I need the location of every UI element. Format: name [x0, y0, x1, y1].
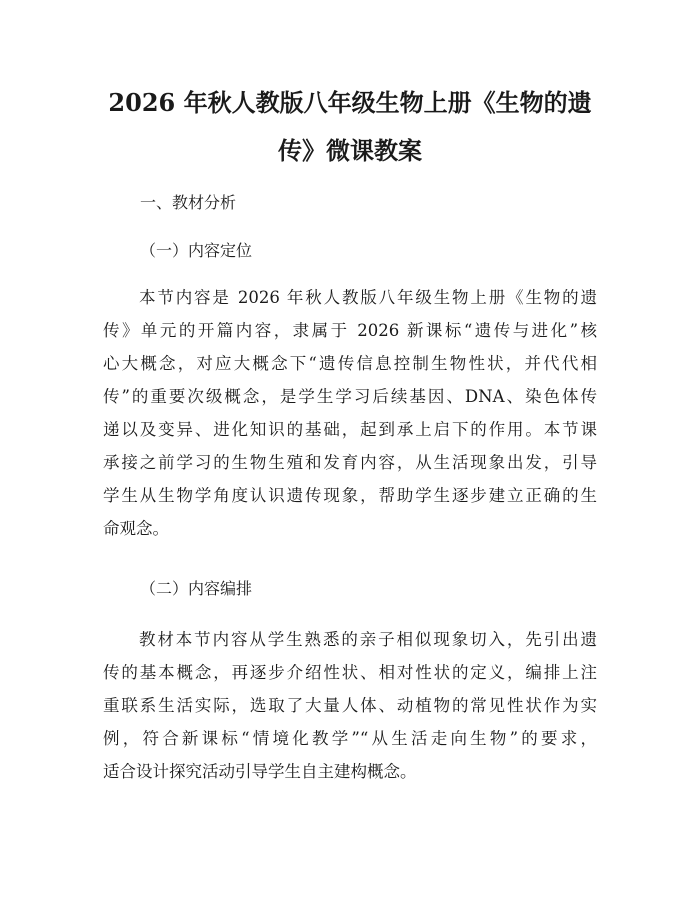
- paragraph-line: 本节内容是 2026 年秋人教版八年级生物上册《生物的遗: [139, 288, 597, 307]
- paragraph-line: 心大概念，对应大概念下“遗传信息控制生物性状，并代代相: [103, 354, 597, 373]
- paragraph-line: 承接之前学习的生物生殖和发育内容，从生活现象出发，引导: [103, 453, 597, 472]
- paragraph-line: 例，符合新课标“情境化教学”“从生活走向生物”的要求，: [103, 729, 597, 748]
- paragraph-line: 学生从生物学角度认识遗传现象，帮助学生逐步建立正确的生: [103, 486, 597, 505]
- paragraph-line: 重联系生活实际，选取了大量人体、动植物的常见性状作为实: [103, 696, 597, 715]
- paragraph-line: 适合设计探究活动引导学生自主建构概念。: [103, 762, 417, 781]
- section-heading-textbook-analysis: 一、教材分析: [140, 193, 237, 212]
- document-title-line-1: 2026 年秋人教版八年级生物上册《生物的遗: [108, 88, 592, 117]
- paragraph-line: 传》单元的开篇内容，隶属于 2026 新课标“遗传与进化”核: [103, 321, 597, 340]
- paragraph-line: 命观念。: [103, 519, 169, 538]
- paragraph-line: 传的基本概念，再逐步介绍性状、相对性状的定义，编排上注: [103, 663, 597, 682]
- subsection-heading-content-positioning: （一）内容定位: [140, 241, 253, 260]
- paragraph-line: 教材本节内容从学生熟悉的亲子相似现象切入，先引出遗: [139, 630, 597, 649]
- paragraph-line: 传”的重要次级概念，是学生学习后续基因、DNA、染色体传: [103, 387, 597, 406]
- paragraph-line: 递以及变异、进化知识的基础，起到承上启下的作用。本节课: [103, 420, 597, 439]
- document-title-line-2: 传》微课教案: [278, 136, 422, 165]
- subsection-heading-content-arrangement: （二）内容编排: [140, 579, 253, 598]
